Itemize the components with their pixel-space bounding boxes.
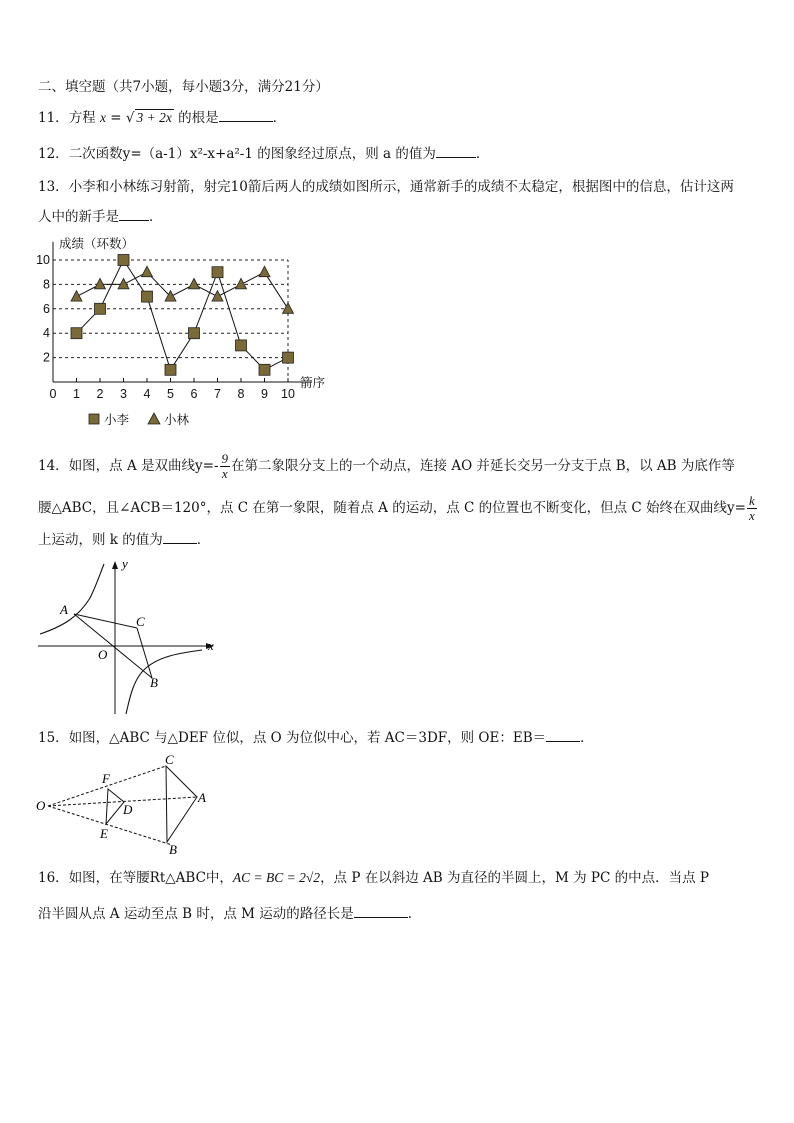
x-tick-label-9: 9	[261, 387, 268, 401]
point-0-2	[95, 303, 106, 314]
y-tick-label-10: 10	[36, 253, 50, 267]
question-14-line1	[38, 452, 735, 481]
point-1-10	[283, 303, 294, 314]
question-16-line2	[38, 905, 421, 923]
question-13-line2	[38, 208, 163, 226]
x-tick-label-1: 1	[73, 387, 80, 401]
question-11: 11．方程 x = √ 3 + 2x 的根是 ．	[38, 110, 287, 126]
legend-label-1: 小林	[164, 413, 190, 427]
x-tick-label-5: 5	[167, 387, 174, 401]
x-tick-label-8: 8	[237, 387, 245, 401]
legend-label-0: 小李	[104, 413, 130, 427]
point-0-8	[236, 340, 247, 351]
point-1-6	[189, 278, 200, 289]
q14-end: ．	[196, 532, 211, 548]
q14-fraction-1: $\frac{9}{x}$	[221, 451, 229, 481]
segment-CB	[137, 628, 152, 678]
q16-l1b: ，点 P 在以斜边 AB 为直径的半圆上，M 为 PC 的中点．当点 P	[320, 870, 709, 886]
hyperbola-branch-4	[126, 650, 202, 714]
point-0-4	[142, 291, 153, 302]
q16-l1a: 如图，在等腰Rt△ABC中，	[68, 870, 233, 886]
q14-l1b: 在第二象限分支上的一个动点，连接 AO 并延长交另一分支于点 B，以 AB 为底作等	[231, 458, 735, 474]
y-tick-label-2: 2	[43, 350, 50, 365]
q15-end: ．	[580, 730, 594, 746]
point-0-6	[189, 328, 200, 339]
series-line-1	[77, 272, 289, 309]
q16-number: 16．	[38, 870, 69, 886]
q14-l1a: 如图，点 A 是双曲线y=-	[68, 458, 219, 474]
q16-equation: AC = BC = 2√2	[232, 870, 321, 885]
x-tick-label-10: 10	[281, 387, 295, 401]
question-13-line1	[38, 178, 734, 196]
q11-x: x	[99, 110, 106, 125]
q16-answer-blank[interactable]	[354, 905, 408, 918]
x-tick-label-0: 0	[49, 387, 57, 401]
segment-AC	[74, 614, 137, 628]
q12-number: 12．	[38, 146, 69, 162]
q14-number: 14．	[38, 458, 69, 474]
point-1-4	[142, 266, 153, 277]
question-14-line3	[38, 531, 210, 549]
section-title: 二、填空题（共7小题，每小题3分，满分21分）	[38, 79, 329, 95]
point-0-7	[212, 267, 223, 278]
x-tick-label-7: 7	[214, 387, 221, 401]
q11-number: 11．	[38, 110, 69, 126]
fig15-label-F: F	[102, 771, 110, 786]
y-axis-title: 成绩（环数）	[59, 237, 135, 251]
q13-end: ．	[149, 209, 163, 225]
homothety-figure	[34, 752, 214, 858]
point-1-7	[212, 291, 223, 302]
q15-text: 如图，△ABC 与△DEF 位似，点 O 为位似中心，若 AC＝3DF，则 OE：EB＝	[68, 730, 547, 746]
q12-text: 二次函数y=（a-1）x²-x+a²-1 的图象经过原点，则 a 的值为	[68, 146, 436, 162]
fig14-label-A: A	[60, 602, 68, 617]
y-tick-label-4: 4	[43, 326, 50, 341]
point-1-9	[259, 266, 270, 277]
fig14-label-B: B	[150, 675, 158, 690]
point-0-3	[118, 255, 129, 266]
q11-eq: =	[105, 110, 126, 126]
q13-answer-blank[interactable]	[119, 208, 149, 221]
fig15-label-O: O	[36, 798, 46, 813]
fig14-label-O: O	[98, 647, 108, 662]
q14-l2a: 腰△ABC，且∠ACB＝120°，点 C 在第一象限，随着点 A 的运动，点 C 的位置也不断变化，但点 C 始终在双曲线y=	[38, 500, 746, 516]
q11-end: ．	[272, 110, 287, 126]
q11-post: 的根是	[178, 110, 219, 126]
q16-l2: 沿半圆从点 A 运动至点 B 时，点 M 运动的路径长是	[38, 906, 354, 922]
q15-answer-blank[interactable]	[546, 729, 580, 742]
hyperbola-figure	[34, 556, 224, 718]
legend-marker-square	[89, 414, 99, 424]
point-1-8	[236, 278, 247, 289]
q14-fraction-2: $\frac{k}{x}$	[748, 493, 755, 523]
point-0-9	[259, 364, 270, 375]
fig14-label-C: C	[136, 614, 145, 629]
triangle-DEF	[106, 789, 124, 824]
fig14-label-y: y	[122, 556, 128, 571]
x-tick-label-3: 3	[120, 387, 127, 401]
q11-pre: 方程	[68, 110, 96, 126]
fig15-label-C: C	[165, 752, 174, 767]
score-chart	[34, 234, 354, 434]
triangle-ABC	[166, 766, 197, 842]
y-tick-label-6: 6	[43, 301, 50, 316]
q11-answer-blank[interactable]	[219, 109, 273, 122]
q14-l3: 上运动，则 k 的值为	[38, 532, 163, 548]
fig15-label-E: E	[100, 826, 108, 841]
x-tick-label-4: 4	[143, 387, 151, 401]
question-16-line1	[38, 869, 709, 887]
point-0-10	[283, 352, 294, 363]
hyperbola-branch-2	[40, 564, 104, 634]
question-15	[38, 729, 594, 747]
x-tick-label-2: 2	[96, 387, 104, 401]
point-1-2	[95, 278, 106, 289]
fig15-label-A: A	[198, 790, 206, 805]
q13-number: 13．	[38, 179, 69, 195]
question-12	[38, 145, 489, 163]
question-14-line2	[38, 494, 758, 523]
q11-sqrt-body: 3 + 2x	[136, 110, 172, 125]
q12-end: ．	[475, 146, 490, 162]
y-axis-arrow-icon	[112, 561, 118, 569]
q12-answer-blank[interactable]	[436, 145, 476, 158]
point-0-1	[71, 328, 82, 339]
y-tick-label-8: 8	[43, 277, 50, 292]
q15-number: 15．	[38, 730, 69, 746]
q13-line2: 人中的新手是	[38, 209, 119, 225]
point-0-5	[165, 364, 176, 375]
fig15-label-B: B	[169, 842, 177, 857]
x-axis-title: 箭序	[300, 376, 326, 390]
fig15-label-D: D	[123, 802, 133, 817]
q13-line1: 小李和小林练习射箭，射完10箭后两人的成绩如图所示，通常新手的成绩不太稳定，根据图中的信息，估计这两	[68, 179, 734, 195]
fig14-label-x: x	[208, 638, 214, 653]
x-tick-label-6: 6	[190, 387, 198, 401]
point-1-1	[71, 291, 82, 302]
point-1-3	[118, 278, 129, 289]
q14-answer-blank[interactable]	[163, 531, 197, 544]
q16-end: ．	[407, 906, 422, 922]
legend-marker-triangle	[148, 413, 160, 424]
ray-OB	[48, 806, 172, 845]
